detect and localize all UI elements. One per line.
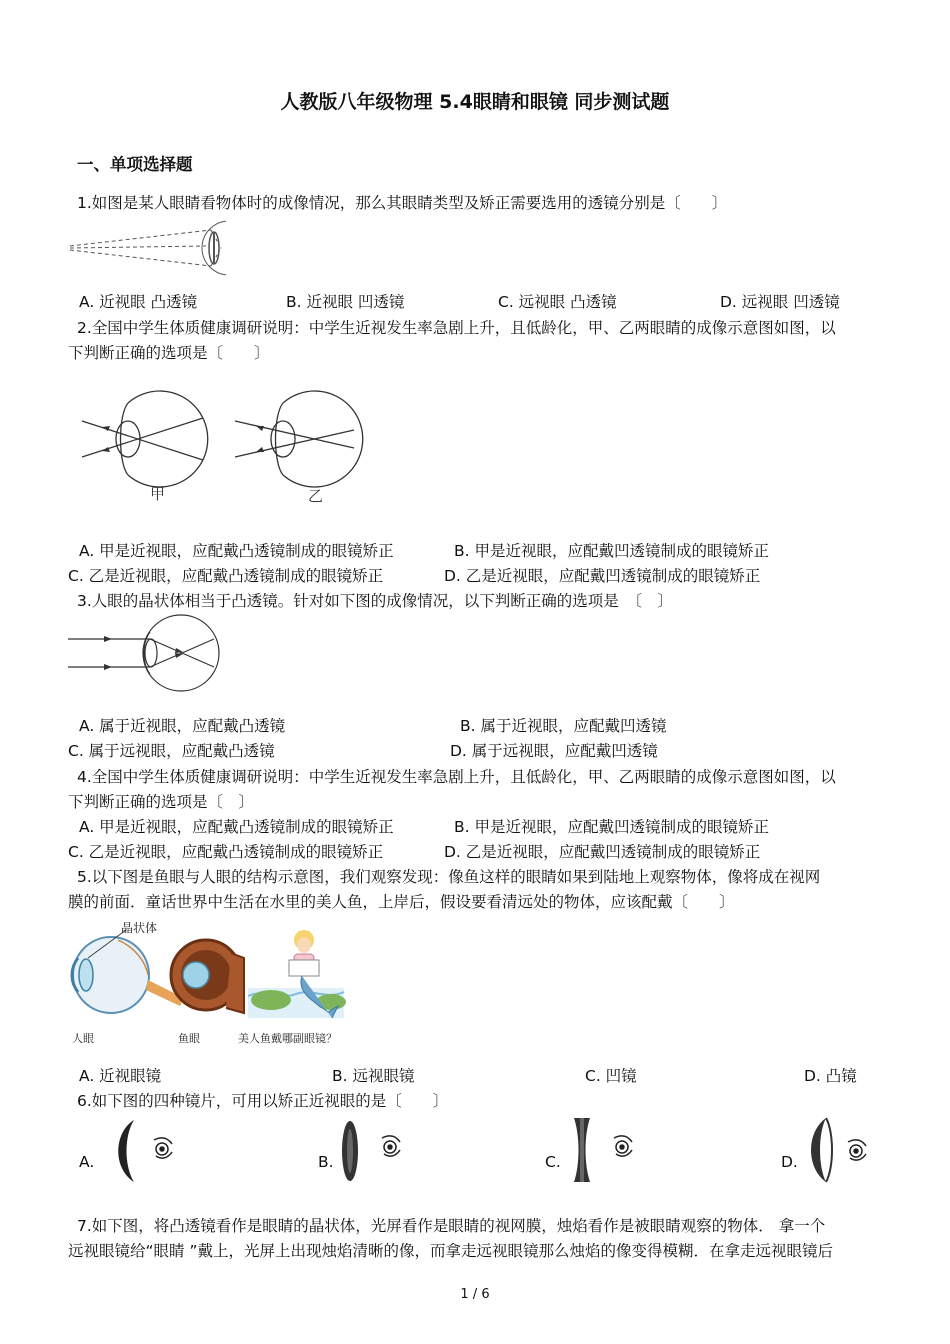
q2-option-c[interactable]: C. 乙是近视眼，应配戴凸透镜制成的眼镜矫正 [68,567,384,585]
q5-stem-line1: 5.以下图是鱼眼与人眼的结构示意图，我们观察发现：像鱼这样的眼睛如果到陆地上观察物体，像将成在视网 [77,868,821,886]
q6-option-d-label[interactable]: D. [781,1153,798,1171]
q5-option-c[interactable]: C. 凹镜 [585,1067,637,1085]
q6-option-a-label[interactable]: A. [79,1153,95,1171]
q2-stem-line2: 下判断正确的选项是〔 〕 [68,344,270,362]
q1-eye-diagram [66,216,226,280]
q2-label-jia: 甲 [150,485,166,503]
q4-option-b[interactable]: B. 甲是近视眼，应配戴凹透镜制成的眼镜矫正 [454,818,769,836]
q2-eye-diagrams [78,385,378,510]
q2-option-d[interactable]: D. 乙是近视眼，应配戴凹透镜制成的眼镜矫正 [444,567,761,585]
q5-label-lens: 晶状体 [121,921,158,935]
q5-caption-fish: 鱼眼 [178,1032,200,1045]
q6-stem: 6.如下图的四种镜片，可用以矫正近视眼的是〔 〕 [77,1092,449,1110]
q6-lens-c-biconcave[interactable] [568,1116,648,1184]
page-number: 1 / 6 [460,1287,490,1302]
q6-lens-a-concave-convex[interactable] [104,1118,184,1184]
q4-option-a[interactable]: A. 甲是近视眼，应配戴凸透镜制成的眼镜矫正 [79,818,394,836]
q5-eye-illustration [66,918,356,1048]
q7-stem-line1: 7.如下图，将凸透镜看作是眼睛的晶状体，光屏看作是眼睛的视网膜，烛焰看作是被眼睛观察的物体． 拿一个 [77,1217,826,1235]
q4-stem-line2: 下判断正确的选项是〔 〕 [68,793,255,811]
q3-stem: 3.人眼的晶状体相当于凸透镜。针对如下图的成像情况，以下判断正确的选项是 〔 〕 [77,592,674,610]
q5-caption-mermaid: 美人鱼戴哪副眼镜？ [238,1032,337,1045]
q6-eye-icon-a [154,1138,172,1158]
q6-option-b-label[interactable]: B. [318,1153,334,1171]
q4-option-d[interactable]: D. 乙是近视眼，应配戴凹透镜制成的眼镜矫正 [444,843,761,861]
q6-eye-icon-b [382,1136,400,1156]
q6-eye-icon-d [848,1140,866,1160]
q5-stem-line2: 膜的前面．童话世界中生活在水里的美人鱼，上岸后，假设要看清远处的物体，应该配戴〔 〕 [68,893,735,911]
q3-option-d[interactable]: D. 属于远视眼，应配戴凹透镜 [450,742,658,760]
q2-option-a[interactable]: A. 甲是近视眼，应配戴凸透镜制成的眼镜矫正 [79,542,394,560]
q3-option-b[interactable]: B. 属于近视眼，应配戴凹透镜 [460,717,667,735]
q6-eye-icon-c [614,1136,632,1156]
q5-option-b[interactable]: B. 远视眼镜 [332,1067,415,1085]
q1-option-a[interactable]: A. 近视眼 凸透镜 [79,293,198,311]
q4-stem-line1: 4.全国中学生体质健康调研说明：中学生近视发生率急剧上升，且低龄化，甲、乙两眼睛的成像示意图如图，以 [77,768,836,786]
q6-lens-b-biconvex[interactable] [336,1118,416,1184]
q1-option-c[interactable]: C. 远视眼 凸透镜 [498,293,617,311]
q4-option-c[interactable]: C. 乙是近视眼，应配戴凸透镜制成的眼镜矫正 [68,843,384,861]
q5-caption-human: 人眼 [72,1032,94,1045]
q3-eye-diagram [66,612,226,696]
q6-option-c-label[interactable]: C. [545,1153,561,1171]
q2-stem-line1: 2.全国中学生体质健康调研说明：中学生近视发生率急剧上升，且低龄化，甲、乙两眼睛的成像示意图如图，以 [77,319,836,337]
q7-stem-line2: 远视眼镜给“眼睛 ”戴上，光屏上出现烛焰清晰的像，而拿走远视眼镜那么烛焰的像变得模糊．在拿走远视眼镜后 [68,1242,833,1260]
q2-label-yi: 乙 [308,487,324,505]
q3-option-a[interactable]: A. 属于近视眼，应配戴凸透镜 [79,717,286,735]
page-title: 人教版八年级物理 5.4眼睛和眼镜 同步测试题 [280,91,670,113]
q1-stem: 1.如图是某人眼睛看物体时的成像情况，那么其眼睛类型及矫正需要选用的透镜分别是〔 〕 [77,194,728,212]
q5-option-d[interactable]: D. 凸镜 [804,1067,857,1085]
section-heading: 一、单项选择题 [77,155,193,174]
q5-option-a[interactable]: A. 近视眼镜 [79,1067,162,1085]
q2-option-b[interactable]: B. 甲是近视眼，应配戴凹透镜制成的眼镜矫正 [454,542,769,560]
q3-option-c[interactable]: C. 属于远视眼，应配戴凸透镜 [68,742,275,760]
q1-option-b[interactable]: B. 近视眼 凹透镜 [286,293,405,311]
q6-lens-d-meniscus[interactable] [804,1116,884,1184]
q1-option-d[interactable]: D. 远视眼 凹透镜 [720,293,840,311]
